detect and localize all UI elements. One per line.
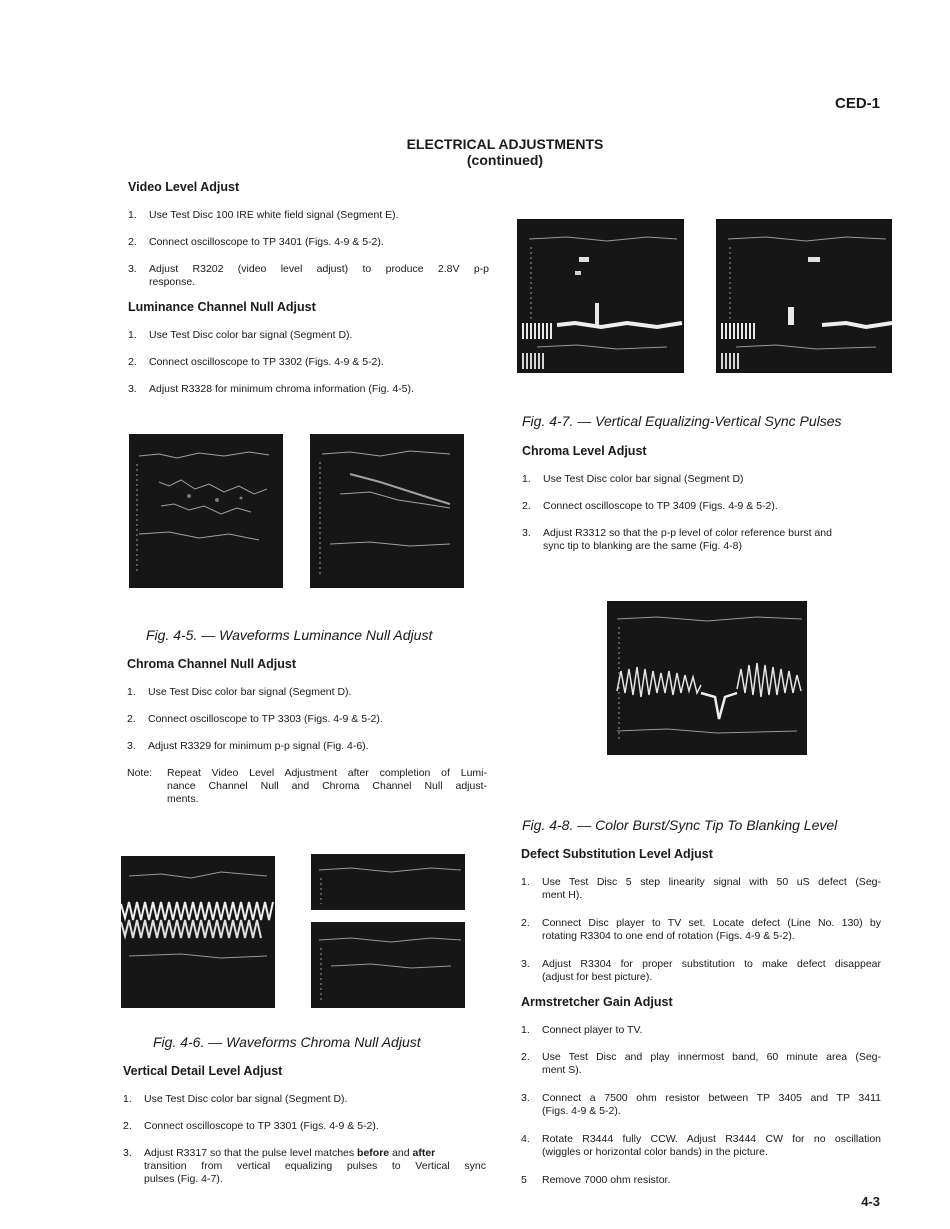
luminance-null-heading: Luminance Channel Null Adjust [128,300,316,314]
waveform-photo-fig46-right-bottom [311,922,465,1008]
waveform-photo-fig47-left [517,219,684,373]
page-code: CED-1 [834,95,880,112]
waveform-photo-fig46-left [121,856,275,1008]
vertical-detail-heading: Vertical Detail Level Adjust [123,1064,283,1078]
fig-4-8-caption: Fig. 4-8. — Color Burst/Sync Tip To Blanking Level [522,817,838,833]
waveform-photo-fig47-right [716,219,892,373]
section-subtitle: (continued) [466,152,544,168]
waveform-photo-fig45-left [129,434,283,588]
waveform-photo-fig46-right-top [311,854,465,910]
fig-4-7-caption: Fig. 4-7. — Vertical Equalizing-Vertical Sync Pulses [522,413,842,429]
chroma-level-heading: Chroma Level Adjust [522,444,647,458]
fig-4-6-caption: Fig. 4-6. — Waveforms Chroma Null Adjust [153,1034,421,1050]
fig-4-5-caption: Fig. 4-5. — Waveforms Luminance Null Adjust [146,627,433,643]
chroma-null-heading: Chroma Channel Null Adjust [127,657,296,671]
section-title: ELECTRICAL ADJUSTMENTS [406,136,604,152]
armstretcher-heading: Armstretcher Gain Adjust [521,995,673,1009]
video-level-heading: Video Level Adjust [128,180,240,194]
page-number: 4-3 [861,1194,880,1209]
defect-substitution-heading: Defect Substitution Level Adjust [521,847,713,861]
waveform-photo-fig45-right [310,434,464,588]
waveform-photo-fig48 [607,601,807,755]
